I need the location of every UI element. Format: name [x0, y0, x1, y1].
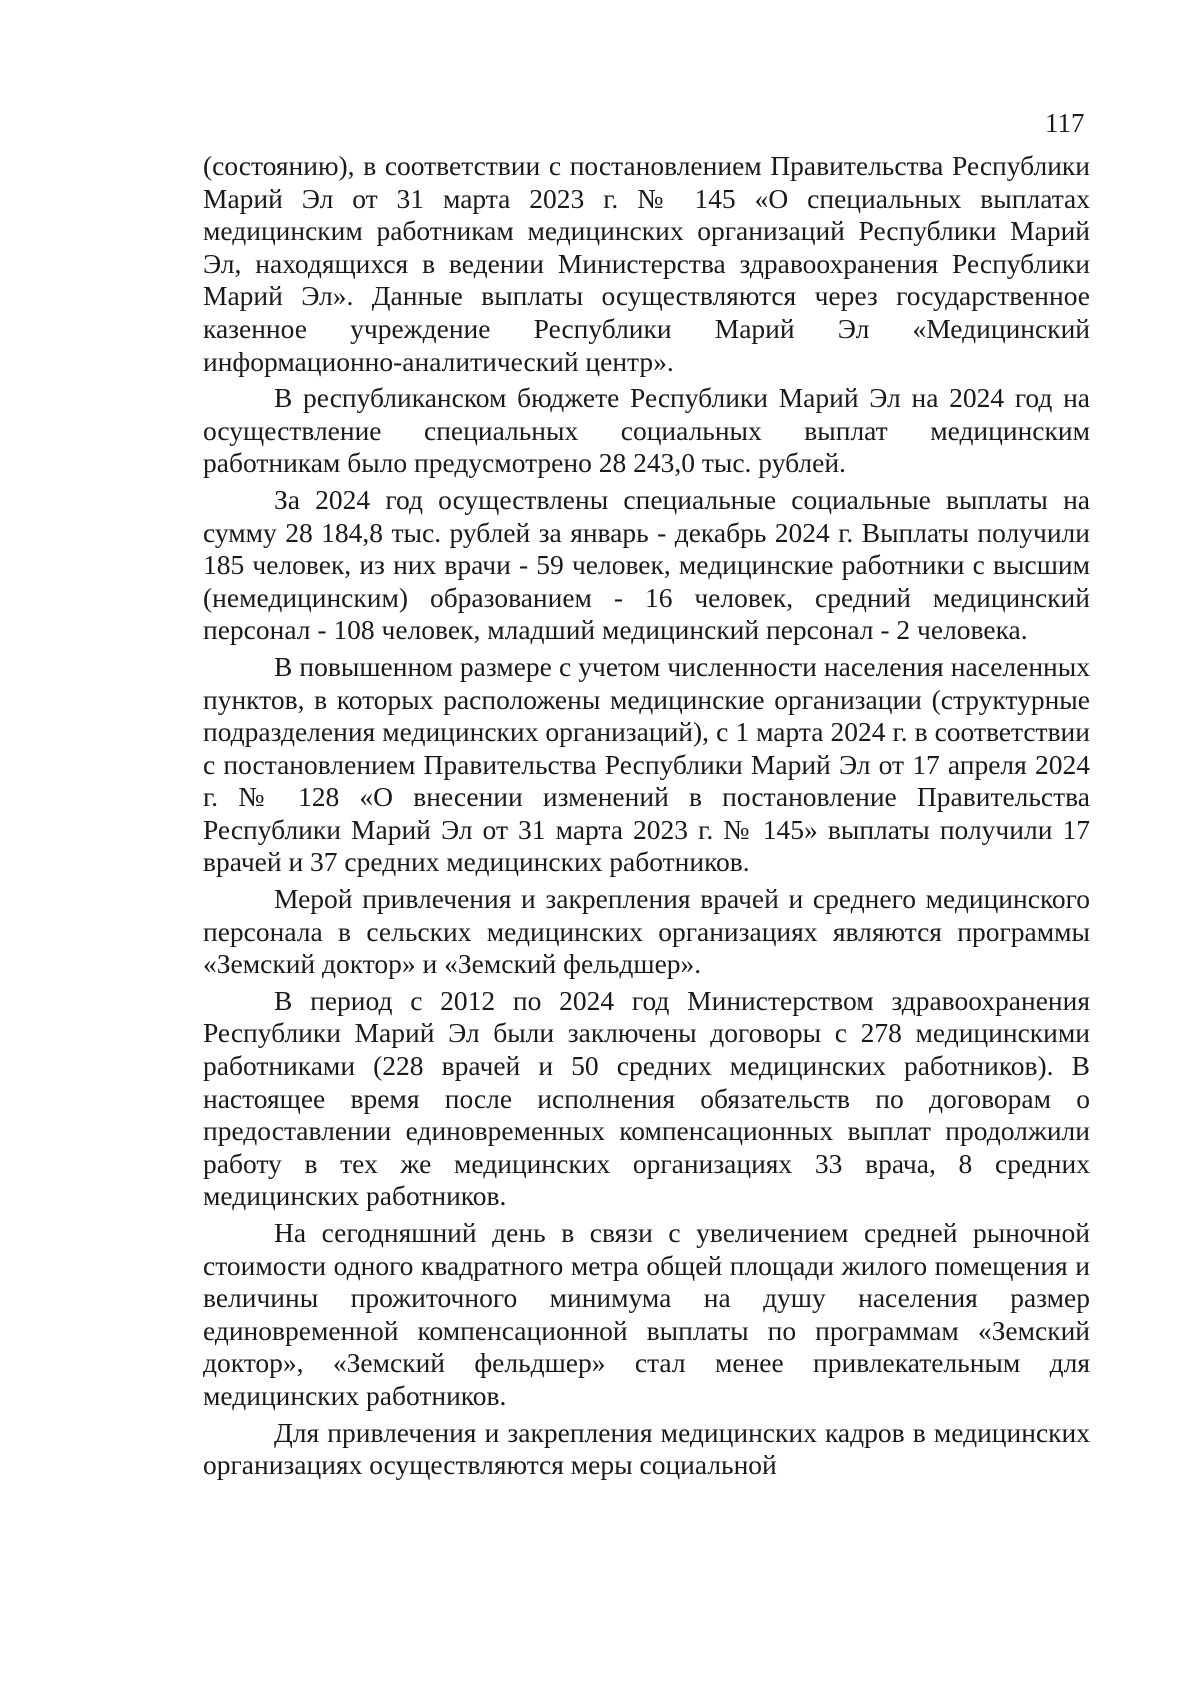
paragraph-8: Для привлечения и закрепления медицинских кадров в медицинских организациях осуществляются меры социальной [203, 1416, 1090, 1481]
paragraph-7: На сегодняшний день в связи с увеличением средней рыночной стоимости одного квадратного метра общей площади жилого помещения и величины прожиточного минимума на душу населения размер единовременной компенсационной выплаты по программам «Земский доктор», «Земский фельдшер» стал менее привлекательным для медицинских работников. [203, 1217, 1090, 1411]
paragraph-5: Мерой привлечения и закрепления врачей и среднего медицинского персонала в сельских медицинских организациях являются программы «Земский доктор» и «Земский фельдшер». [203, 883, 1090, 980]
paragraph-3: За 2024 год осуществлены специальные социальные выплаты на сумму 28 184,8 тыс. рублей за январь - декабрь 2024 г. Выплаты получили 185 человек, из них врачи - 59 человек, медицинские работники с высшим (немедицинским) образованием - 16 человек, средний медицинский персонал - 108 человек, младший медицинский персонал - 2 человека. [203, 483, 1090, 646]
paragraph-4: В повышенном размере с учетом численности населения населенных пунктов, в которых расположены медицинские организации (структурные подразделения медицинских организаций), с 1 марта 2024 г. в соответствии с постановлением Правительства Республики Марий Эл от 17 апреля 2024 г. № 128 «О внесении изменений в постановление Правительства Республики Марий Эл от 31 марта 2023 г. № 145» выплаты получили 17 врачей и 37 средних медицинских работников. [203, 650, 1090, 878]
paragraph-6: В период с 2012 по 2024 год Министерством здравоохранения Республики Марий Эл были заключены договоры с 278 медицинскими работниками (228 врачей и 50 средних медицинских работников). В настоящее время после исполнения обязательств по договорам о предоставлении единовременных компенсационных выплат продолжили работу в тех же медицинских организациях 33 врача, 8 средних медицинских работников. [203, 984, 1090, 1212]
paragraph-1: (состоянию), в соответствии с постановлением Правительства Республики Марий Эл от 31 марта 2023 г. № 145 «О специальных выплатах медицинским работникам медицинских организаций Республики Марий Эл, находящихся в ведении Министерства здравоохранения Республики Марий Эл». Данные выплаты осуществляются через государственное казенное учреждение Республики Марий Эл «Медицинский информационно-аналитический центр». [203, 150, 1090, 377]
page-number: 117 [1045, 108, 1085, 138]
document-body [203, 150, 1090, 1486]
paragraph-2: В республиканском бюджете Республики Марий Эл на 2024 год на осуществление специальных социальных выплат медицинским работникам было предусмотрено 28 243,0 тыс. рублей. [203, 382, 1090, 479]
